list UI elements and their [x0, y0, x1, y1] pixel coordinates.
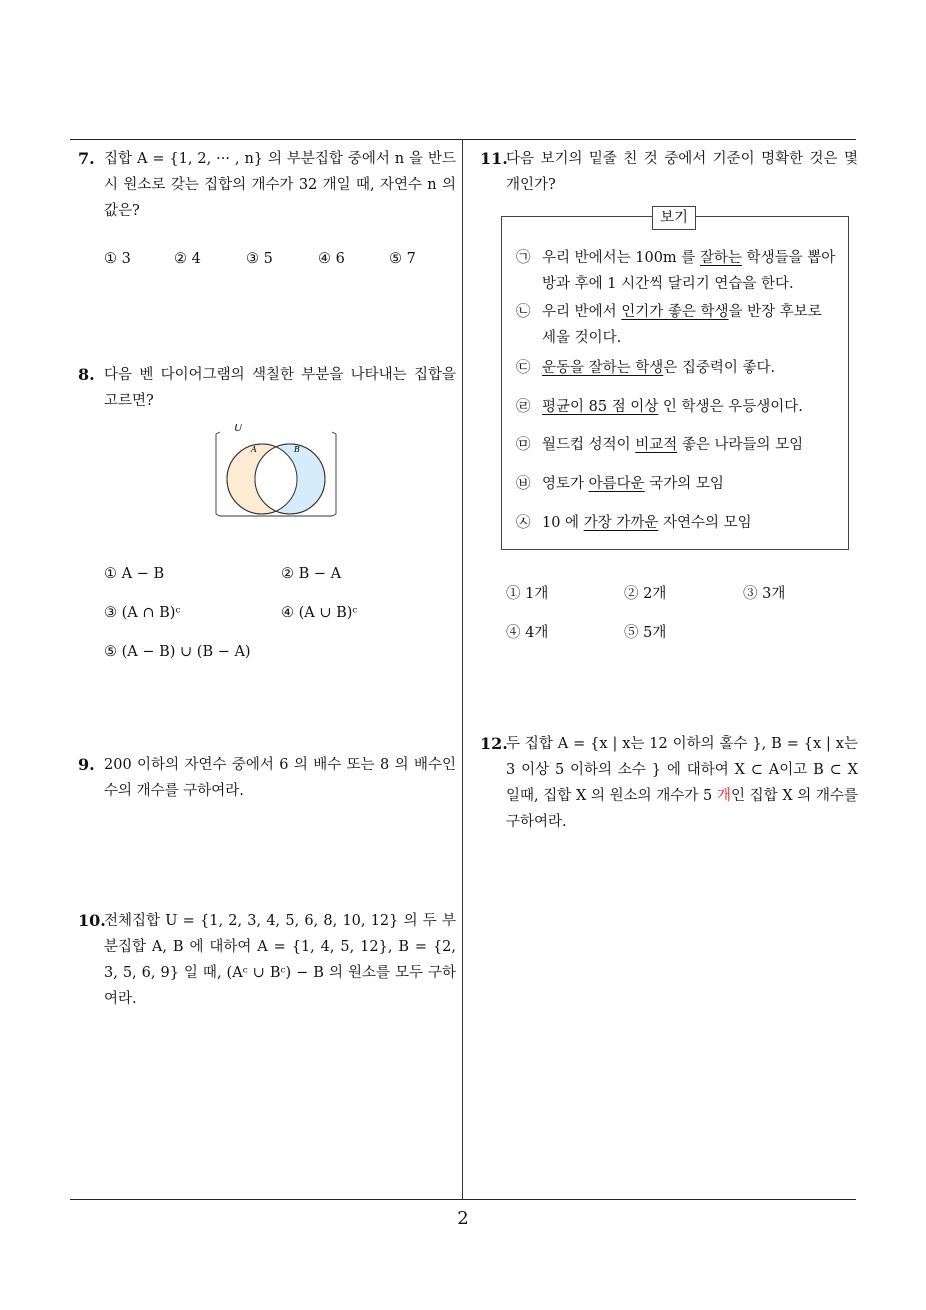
- item-text: 인 학생은 우등생이다.: [658, 399, 803, 415]
- choice-1[interactable]: ① A − B: [104, 566, 165, 582]
- bottom-rule: [70, 1199, 856, 1200]
- underlined-term: 비교적: [635, 437, 678, 453]
- choice-1[interactable]: ① 3: [104, 251, 131, 267]
- page-number: 2: [457, 1208, 469, 1229]
- question-text: 200 이하의 자연수 중에서 6 의 배수 또는 8 의 배수인 수의 개수를 구하여라.: [104, 757, 456, 799]
- choice-5[interactable]: ⑤ 7: [389, 251, 416, 267]
- question-text: 다음 벤 다이어그램의 색칠한 부분을 나타내는 집합을 고르면?: [104, 367, 456, 409]
- question-number: 12.: [480, 734, 508, 753]
- question-9: [78, 752, 456, 804]
- item-marker: ㉢: [516, 360, 531, 376]
- item-text: 좋은 나라들의 모임: [677, 437, 804, 453]
- choice-4[interactable]: ④ (A ∪ B)ᶜ: [281, 605, 358, 621]
- question-text: [480, 731, 858, 835]
- item-marker: ㉡: [516, 304, 531, 320]
- example-item-4: [516, 394, 836, 420]
- choice-2[interactable]: ② B − A: [281, 566, 342, 582]
- question-12: [480, 731, 858, 835]
- example-item-1: [516, 245, 836, 297]
- venn-diagram: [214, 424, 338, 520]
- question-number: 10.: [78, 911, 106, 930]
- item-text: 자연수의 모임: [658, 515, 752, 531]
- item-text: 은 집중력이 좋다.: [663, 360, 776, 376]
- item-marker: ㉥: [516, 476, 531, 492]
- question-text: 다음 보기의 밑줄 친 것 중에서 기준이 명확한 것은 몇 개인가?: [506, 151, 858, 193]
- choice-1[interactable]: ① 1개: [506, 586, 549, 602]
- item-text: 영토가: [542, 476, 589, 492]
- underlined-term: 인기가 좋은 학생: [621, 304, 729, 320]
- example-item-5: [516, 432, 836, 458]
- item-text: 우리 반에서는 100m 를: [542, 250, 700, 266]
- choice-4[interactable]: ④ 4개: [506, 625, 549, 641]
- question-8: [78, 362, 456, 414]
- question-text: 전체집합 U = {1, 2, 3, 4, 5, 6, 8, 10, 12} 의 두 부분집합 A, B 에 대하여 A = {1, 4, 5, 12}, B = {2, 3, 5, 6, 9} 일 때, (Aᶜ ∪ Bᶜ) − B 의 원소를 모두 구하여라.: [104, 913, 456, 1007]
- item-text: 월드컵 성적이: [542, 437, 636, 453]
- item-text: 10 에: [542, 515, 584, 531]
- question-10: [78, 908, 456, 1012]
- question-number: 11.: [480, 149, 508, 168]
- question-number: 8.: [78, 365, 95, 384]
- underlined-term: 아름다운: [588, 476, 645, 492]
- choice-2[interactable]: ② 4: [174, 251, 201, 267]
- item-marker: ㉦: [516, 515, 531, 531]
- example-item-6: [516, 471, 836, 497]
- example-item-3: [516, 355, 836, 381]
- highlighted-word: 개: [716, 788, 731, 804]
- question-11: [480, 146, 858, 198]
- example-box-title: 보기: [652, 206, 696, 230]
- question-number: 7.: [78, 149, 95, 168]
- choice-4[interactable]: ④ 6: [318, 251, 345, 267]
- label-b: B: [294, 445, 300, 454]
- top-rule: [70, 139, 856, 140]
- question-text: 집합 A = {1, 2, ··· , n} 의 부분집합 중에서 n 을 반드시 원소로 갖는 집합의 개수가 32 개일 때, 자연수 n 의 값은?: [104, 151, 456, 219]
- question-text-part: 인 집합 X 의 개수를 구하여라.: [506, 788, 859, 830]
- choice-3[interactable]: ③ 3개: [743, 586, 786, 602]
- choice-3[interactable]: ③ (A ∩ B)ᶜ: [104, 605, 181, 621]
- column-divider: [462, 140, 463, 1200]
- question-number: 9.: [78, 755, 95, 774]
- label-u: U: [234, 424, 243, 434]
- example-item-7: [516, 510, 836, 536]
- item-marker: ㉤: [516, 437, 531, 453]
- underlined-term: 운동을 잘하는 학생: [542, 360, 664, 376]
- choice-3[interactable]: ③ 5: [246, 251, 273, 267]
- underlined-term: 가장 가까운: [583, 515, 659, 531]
- item-text: 국가의 모임: [644, 476, 724, 492]
- item-text: 학생들을 뽑아 방과 후에 1 시간씩 달리기 연습을 한다.: [542, 250, 836, 292]
- underlined-term: 잘하는: [699, 250, 742, 266]
- question-7: [78, 146, 456, 224]
- underlined-term: 평균이 85 점 이상: [542, 399, 659, 415]
- example-item-2: [516, 299, 836, 351]
- item-marker: ㉣: [516, 399, 531, 415]
- choice-2[interactable]: ② 2개: [624, 586, 667, 602]
- choice-5[interactable]: ⑤ 5개: [624, 625, 667, 641]
- item-text: 을 반장 후보로 세울 것이다.: [542, 304, 822, 346]
- item-marker: ㉠: [516, 250, 531, 266]
- choice-5[interactable]: ⑤ (A − B) ∪ (B − A): [104, 644, 251, 660]
- question-text-part: 두 집합 A = {x | x는 12 이하의 홀수 }, B = {x | x는 3 이상 5 이하의 소수 } 에 대하여 X ⊂ A이고 B ⊂ X 일때, 집합 X 의 원소의 개수가 5: [506, 736, 858, 804]
- item-text: 우리 반에서: [542, 304, 622, 320]
- label-a: A: [251, 445, 257, 454]
